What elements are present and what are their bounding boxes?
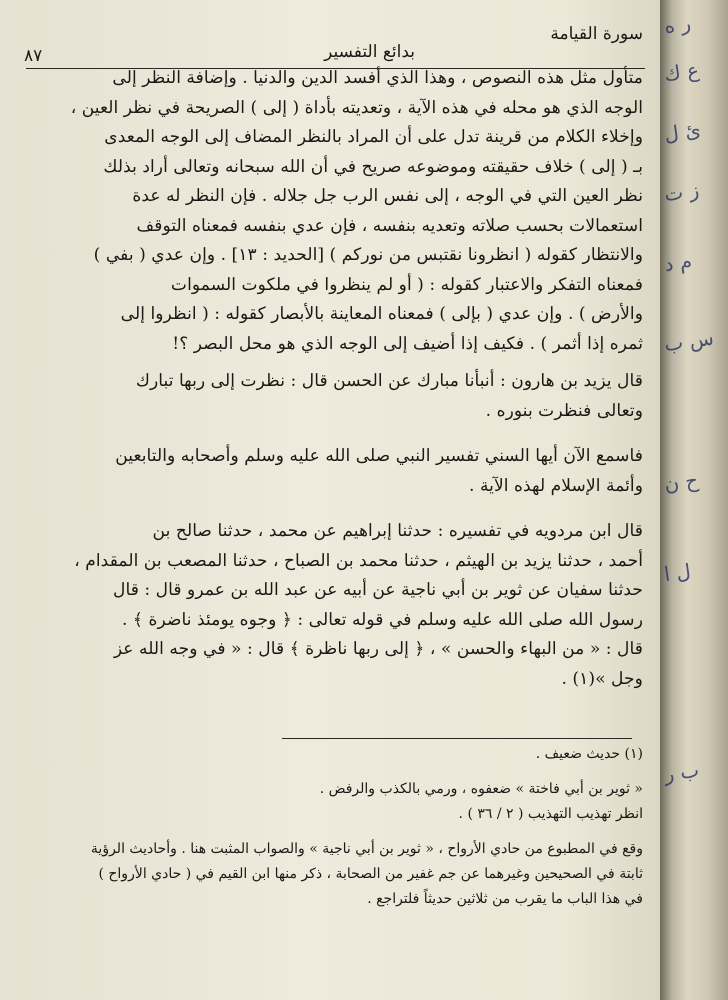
text-line: وأئمة الإسلام لهذه الآية . (469, 475, 643, 496)
book-title: بدائع التفسير (324, 42, 415, 62)
text-line: فاسمع الآن أيها السني تفسير النبي صلى الله عليه وسلم وأصحابه والتابعين (115, 446, 643, 466)
margin-note: ل ا (662, 558, 693, 587)
text-line: نظر العين التي في الوجه ، إلى نفس الرب جل جلاله . فإن النظر له عدة (132, 186, 643, 206)
text-line: وتعالى فنظرت بنوره . (485, 400, 643, 421)
text-line: أحمد ، حدثنا يزيد بن الهيثم ، حدثنا محمد بن الصباح ، حدثنا المصعب بن المقدام ، (74, 550, 643, 571)
margin-note: ب ر (662, 757, 701, 787)
margin-note: م د (662, 248, 694, 277)
page-header (24, 24, 645, 66)
margin-note: ح ن (662, 467, 700, 497)
text-line: حدثنا سفيان عن ثوير بن أبي ناجية عن أبيه عن عبد الله بن عمرو قال : قال (112, 580, 643, 600)
margin-note: س ب (662, 325, 716, 357)
text-line: وإخلاء الكلام من قرينة تدل على أن المراد بالنظر المضاف إلى الوجه المعدى (104, 127, 643, 147)
margin-note: ز ت (662, 177, 701, 207)
text-line: استعمالات بحسب صلاته وتعديه بنفسه ، فإن عدي بنفسه فمعناه التوقف (136, 215, 643, 236)
text-line: قال يزيد بن هارون : أنبأنا مبارك عن الحسن قال : نظرت إلى ربها تبارك (135, 371, 643, 391)
footnote-line: ثابتة في الصحيحين وغيرهما عن جم غفير من الصحابة ، ذكر منها ابن القيم في ( حادي الأرواح ) (98, 866, 643, 882)
page-number: ٨٧ (24, 46, 43, 66)
footnote-line: (١) حديث ضعيف . (535, 746, 643, 762)
text-line: متأول مثل هذه النصوص ، وهذا الذي أفسد الدين والدنيا . وإضافة النظر إلى (112, 68, 643, 88)
text-line: قال ابن مردويه في تفسيره : حدثنا إبراهيم عن محمد ، حدثنا صالح بن (152, 521, 643, 541)
footnote-line: « ثوير بن أبي فاختة » ضعفوه ، ورمي بالكذب والرفض . (319, 781, 643, 797)
facing-page-margin (660, 0, 728, 1000)
text-line: رسول الله صلى الله عليه وسلم في قوله تعالى : ﴿ وجوه يومئذ ناضرة ﴾ . (122, 609, 643, 630)
footnote-line: وقع في المطبوع من حادي الأرواح ، « ثوير بن أبي ناجية » والصواب المثبت هنا . وأحاديث الرؤية (90, 841, 643, 857)
text-line: فمعناه التفكر والاعتبار كقوله : ( أو لم ينظروا في ملكوت السموات (170, 274, 643, 295)
text-line: ثمره إذا أثمر ) . فكيف إذا أضيف إلى الوجه الذي هو محل البصر ؟! (172, 333, 643, 354)
margin-note: ع ك (662, 57, 701, 87)
footnote-rule (282, 738, 632, 739)
surah-title: سورة القيامة (550, 24, 643, 44)
text-line: والأرض ) . وإن عدي ( بإلى ) فمعناه المعاينة بالأبصار كقوله : ( انظروا إلى (120, 304, 643, 324)
text-line: والانتظار كقوله ( انظرونا نقتبس من نوركم ) [الحديد : ١٣] . وإن عدي ( بفي ) (93, 245, 643, 265)
footnotes (62, 742, 643, 912)
text-line: وجل »(١) . (561, 668, 643, 689)
footnote-line: انظر تهذيب التهذيب ( ٢ / ٣٦ ) . (458, 806, 643, 822)
margin-note: ئ ل (662, 117, 703, 147)
text-line: بـ ( إلى ) خلاف حقيقته وموضوعه صريح في أن الله سبحانه وتعالى أراد بذلك (103, 156, 643, 177)
text-line: قال : « من البهاء والحسن » ، ﴿ إلى ربها ناظرة ﴾ قال : « في وجه الله عز (113, 639, 643, 659)
main-text (62, 64, 643, 694)
text-line: الوجه الذي هو محله في هذه الآية ، وتعديته بأداة ( إلى ) الصريحة في نظر العين ، (70, 97, 643, 118)
footnote-line: في هذا الباب ما يقرب من ثلاثين حديثاً فلتراجع . (367, 891, 643, 907)
margin-note: ر ه (662, 10, 693, 39)
